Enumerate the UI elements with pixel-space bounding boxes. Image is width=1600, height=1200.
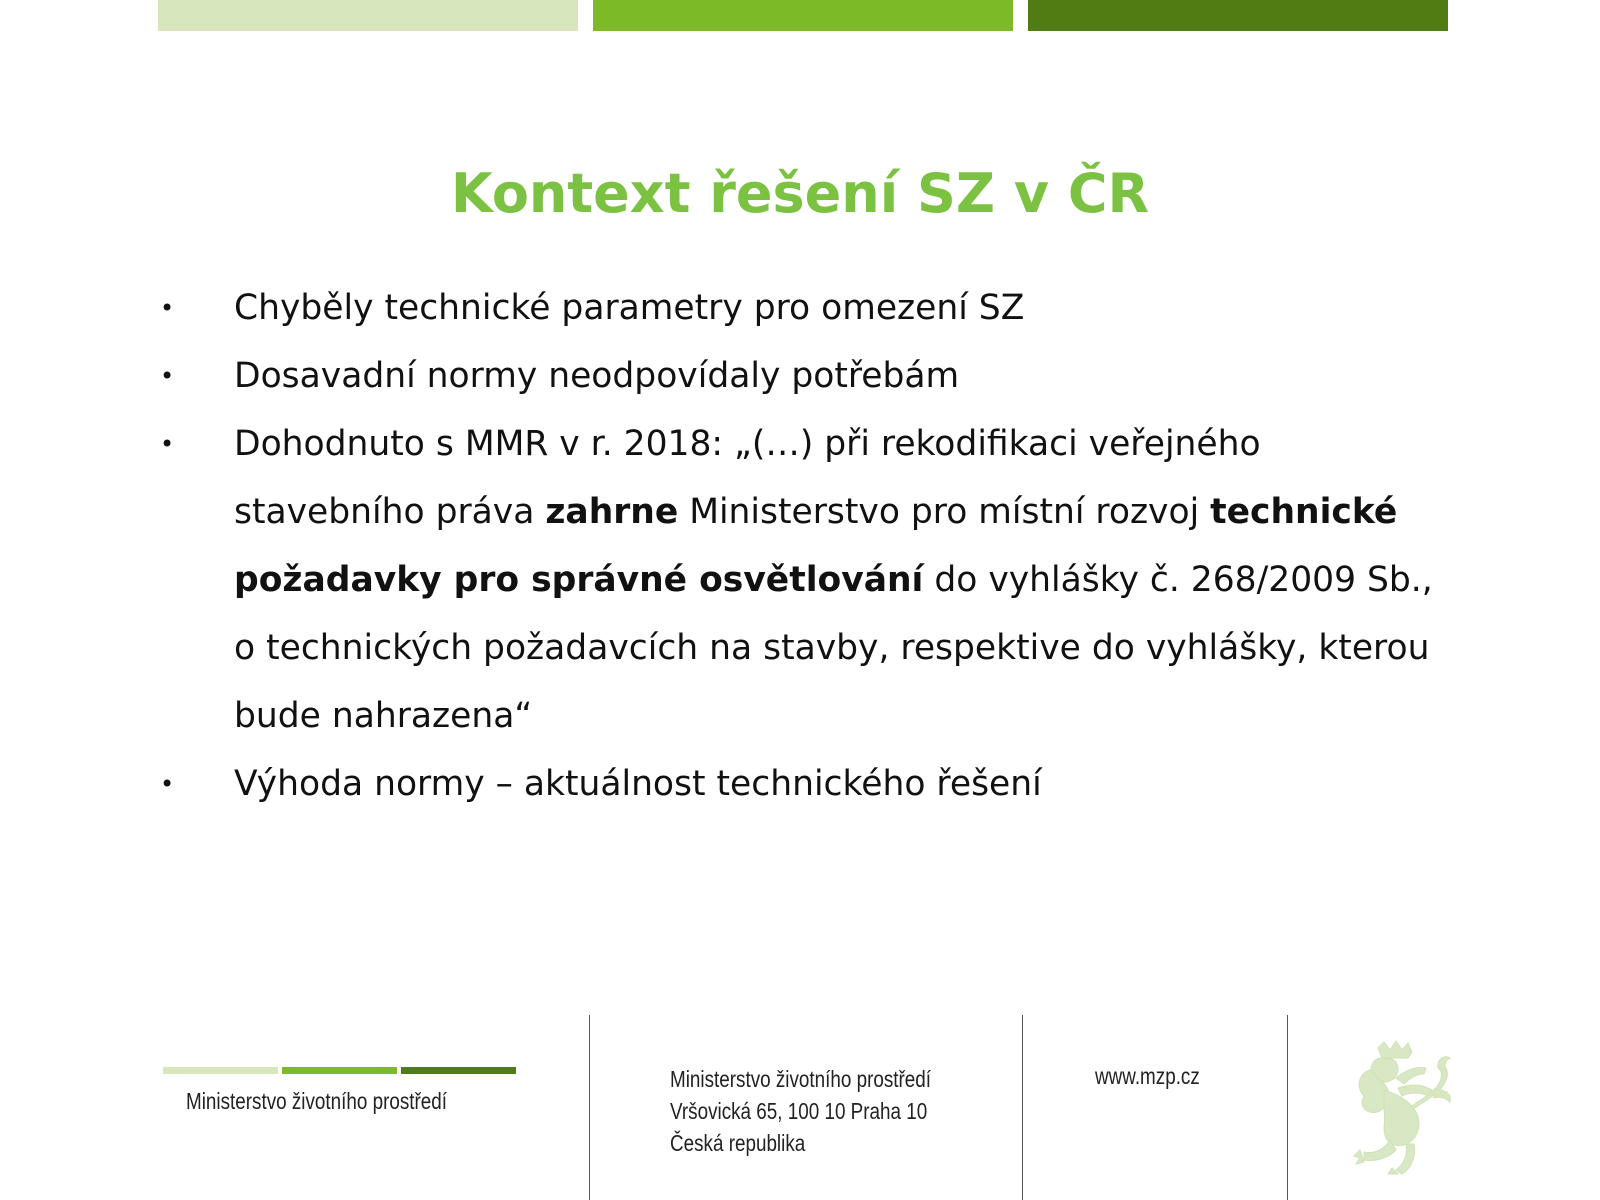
footer-address-line: Ministerstvo životního prostředí — [670, 1066, 932, 1092]
bullet-text: Chyběly technické parametry pro omezení SZ — [234, 288, 1025, 328]
bullet-item — [0, 342, 1434, 410]
footer-divider — [589, 1015, 590, 1200]
bullet-item — [0, 410, 1434, 750]
bullet-dot-icon: • — [160, 430, 175, 458]
bullet-item — [0, 750, 1434, 818]
bullet-text-bold: zahrne — [545, 492, 679, 532]
footer-address-line: Česká republika — [670, 1130, 806, 1156]
bullet-item — [0, 274, 1434, 342]
bullet-text: Dohodnuto s MMR v r. 2018: „(…) při rekodifikaci veřejného stavebního práva — [234, 424, 1261, 532]
top-bar-medium — [593, 0, 1013, 31]
footer-logo-bar-dark — [401, 1067, 516, 1074]
bullet-text: Výhoda normy – aktuálnost technického řešení — [234, 764, 1042, 804]
slide-title: Kontext řešení SZ v ČR — [450, 162, 1150, 225]
footer-address — [670, 1063, 931, 1159]
bullet-text-bold: technické požadavky pro správné osvětlování — [234, 492, 1398, 600]
footer-website-link[interactable]: www.mzp.cz — [1095, 1063, 1200, 1089]
footer-divider — [1022, 1015, 1023, 1200]
top-bar-light — [158, 0, 578, 31]
footer-logo-text: Ministerstvo životního prostředí — [186, 1088, 448, 1114]
footer-logo-bar-light — [163, 1067, 278, 1074]
bullet-text: Ministerstvo pro místní rozvoj — [678, 492, 1211, 532]
bullet-dot-icon: • — [160, 362, 175, 390]
czech-lion-emblem-icon — [1340, 1040, 1455, 1175]
footer-logo-bar-medium — [282, 1067, 397, 1074]
bullet-dot-icon: • — [160, 770, 175, 798]
bullet-text: Dosavadní normy neodpovídaly potřebám — [234, 356, 960, 396]
bullet-list — [0, 274, 1600, 818]
footer-address-line: Vršovická 65, 100 10 Praha 10 — [670, 1098, 928, 1124]
footer-divider — [1287, 1015, 1288, 1200]
top-bar-dark — [1028, 0, 1448, 31]
bullet-dot-icon: • — [160, 294, 175, 322]
bullet-text: do vyhlášky č. 268/2009 Sb., o technických požadavcích na stavby, respektive do vyhlášky, kterou bude nahrazena“ — [234, 560, 1433, 736]
